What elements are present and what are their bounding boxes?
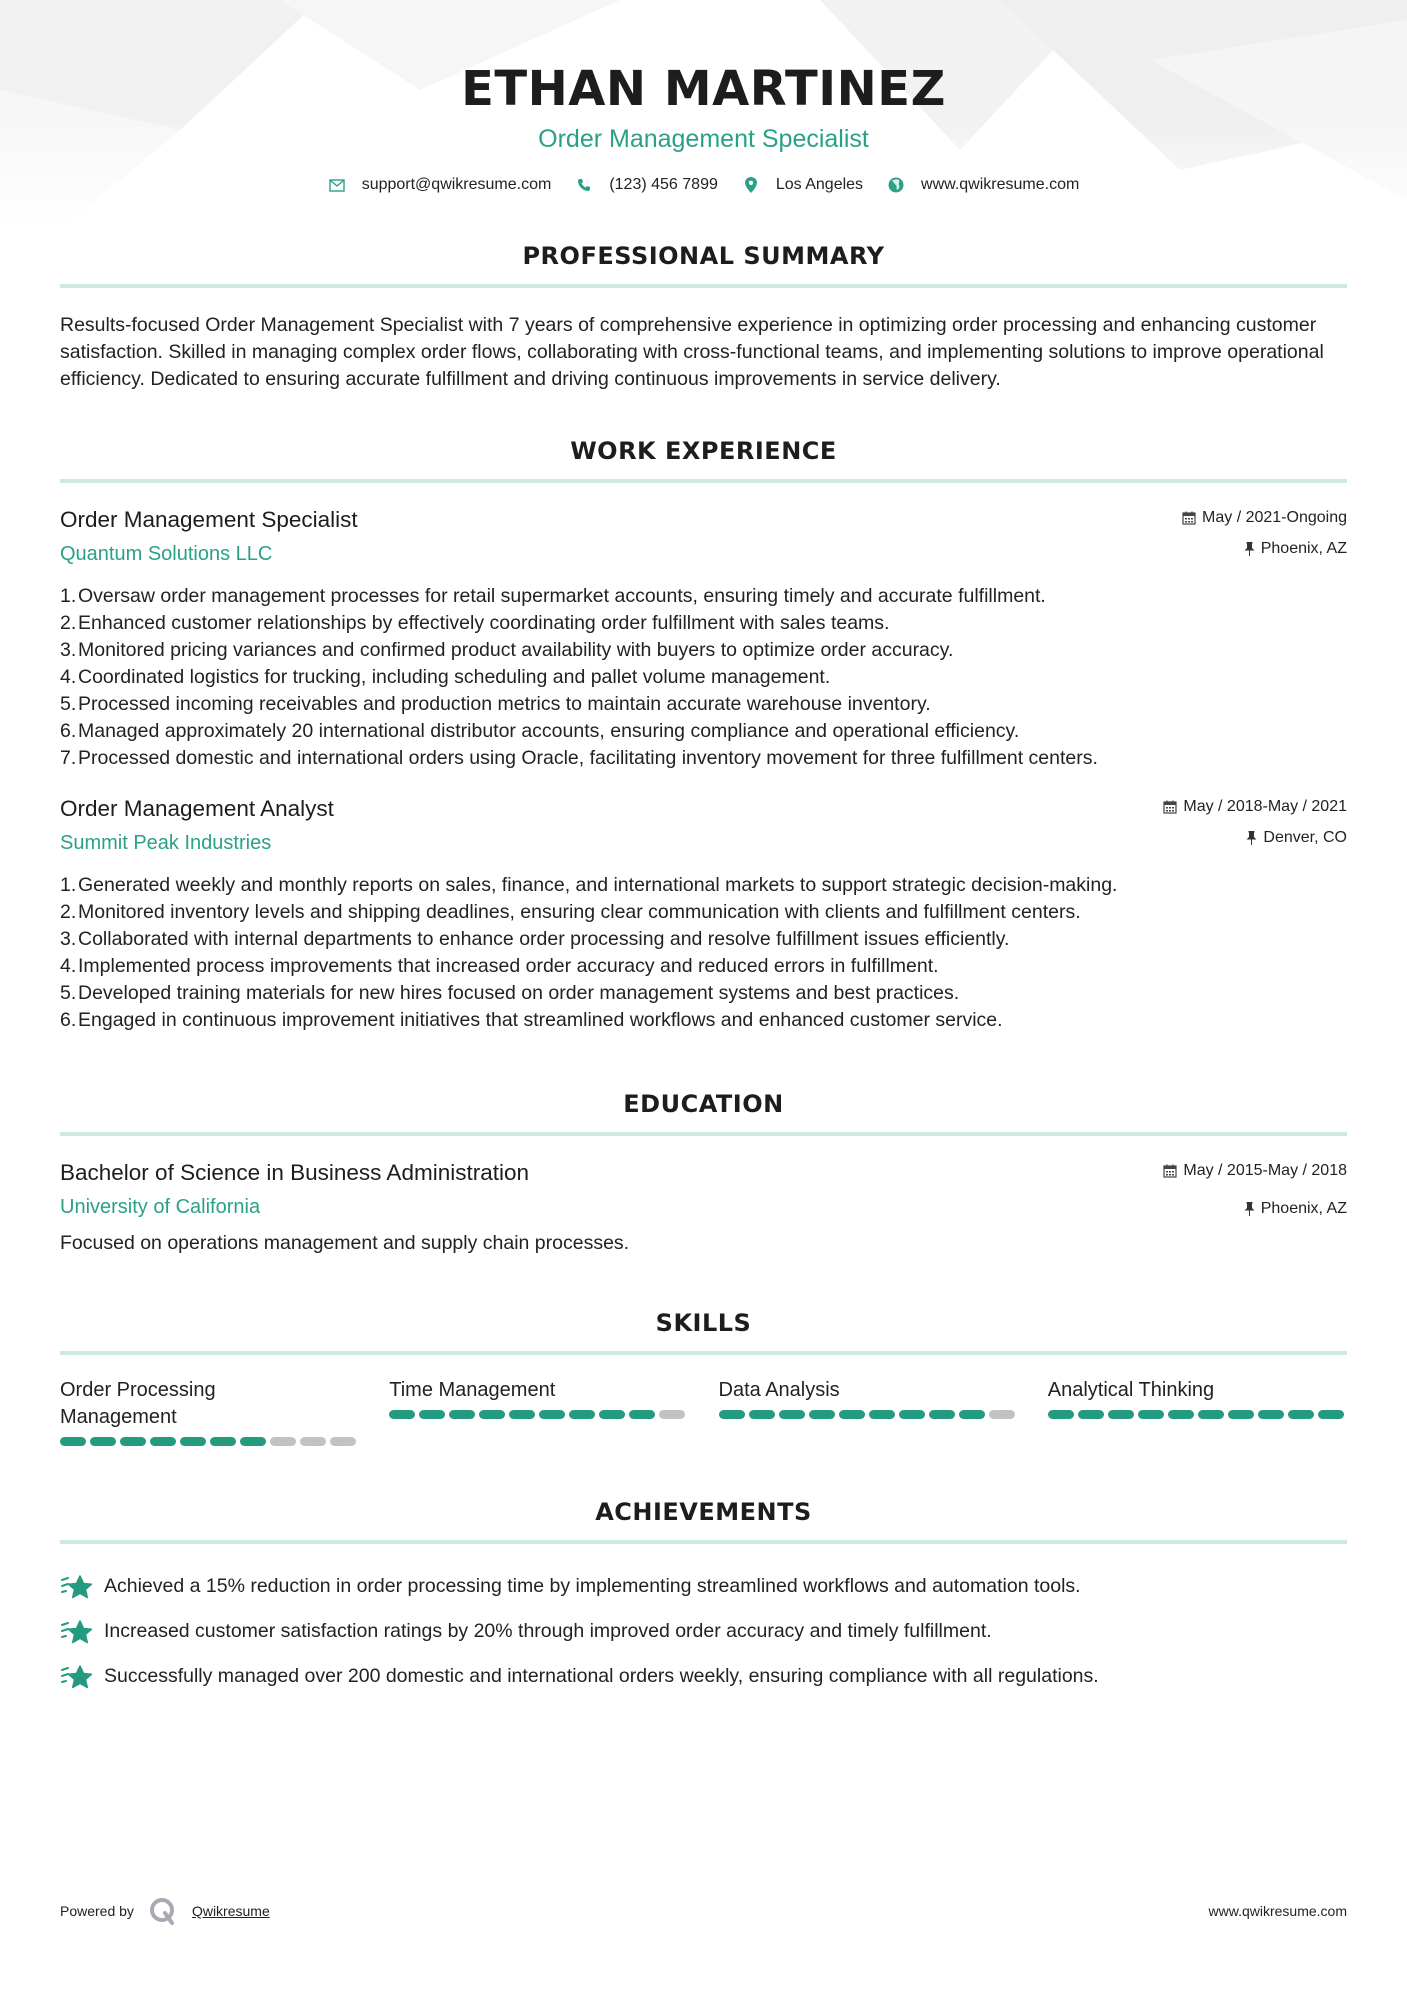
bullet-item: 5. Processed incoming receivables and production metrics to maintain accurate warehouse inventory.	[60, 693, 931, 715]
contact-email[interactable]	[328, 176, 552, 194]
job-location: Denver, CO	[1163, 825, 1347, 851]
bullet-item: 7. Processed domestic and international orders using Oracle, facilitating inventory movement for three fulfillment centers.	[60, 747, 1098, 769]
skill-item	[60, 1377, 359, 1446]
page-footer	[60, 1896, 1347, 1926]
bullet-item: 3. Collaborated with internal departments to enhance order processing and resolve fulfillment issues efficiently.	[60, 928, 1010, 950]
summary-section	[60, 242, 1347, 393]
degree-title: Bachelor of Science in Business Administration	[60, 1160, 529, 1185]
pushpin-icon	[1244, 1202, 1255, 1216]
skill-level-segment	[449, 1410, 475, 1419]
skill-level-segment	[869, 1410, 895, 1419]
contact-phone[interactable]	[575, 176, 718, 194]
job-location: Phoenix, AZ	[1182, 536, 1347, 562]
job-dates: May / 2021-Ongoing	[1182, 505, 1347, 531]
globe-icon	[887, 176, 905, 194]
skill-level-segment	[1108, 1410, 1134, 1419]
skill-level-bar	[1048, 1410, 1347, 1419]
section-divider	[60, 1540, 1347, 1544]
shooting-star-icon	[60, 1573, 94, 1601]
skill-level-segment	[210, 1437, 236, 1446]
job-dates: May / 2018-May / 2021	[1163, 794, 1347, 820]
skill-level-bar	[389, 1410, 688, 1419]
job-entry	[60, 794, 1347, 1034]
education-section	[60, 1090, 1347, 1257]
mail-icon	[328, 176, 346, 194]
section-title-skills: SKILLS	[655, 1309, 752, 1337]
calendar-icon	[1182, 511, 1196, 525]
bullet-item: 4. Implemented process improvements that increased order accuracy and reduced errors in fulfillment.	[60, 955, 939, 977]
contact-website-text: www.qwikresume.com	[921, 176, 1080, 193]
skill-level-segment	[240, 1437, 266, 1446]
shooting-star-icon	[60, 1618, 94, 1646]
skill-level-bar	[60, 1437, 359, 1446]
pushpin-icon	[1244, 542, 1255, 556]
pushpin-icon	[1246, 831, 1257, 845]
skill-level-segment	[150, 1437, 176, 1446]
contact-phone-text: (123) 456 7899	[609, 176, 718, 193]
location-pin-icon	[742, 176, 760, 194]
bullet-item: 2. Enhanced customer relationships by effectively coordinating order fulfillment with sales teams.	[60, 612, 890, 634]
skill-level-segment	[1228, 1410, 1254, 1419]
skill-level-segment	[539, 1410, 565, 1419]
skill-level-segment	[1198, 1410, 1224, 1419]
powered-by: Powered by Qwikresume	[60, 1896, 270, 1926]
skill-level-segment	[719, 1410, 745, 1419]
skill-level-segment	[959, 1410, 985, 1419]
skill-level-segment	[929, 1410, 955, 1419]
skill-level-segment	[1288, 1410, 1314, 1419]
job-title: Order Management Analyst	[60, 796, 334, 821]
skill-name: Order Processing Management	[60, 1379, 216, 1428]
candidate-name: ETHAN MARTINEZ	[461, 61, 946, 117]
bullet-item: 4. Coordinated logistics for trucking, including scheduling and pallet volume management.	[60, 666, 831, 688]
skill-level-bar	[719, 1410, 1018, 1419]
job-title: Order Management Specialist	[60, 507, 358, 532]
skill-level-segment	[300, 1437, 326, 1446]
candidate-role: Order Management Specialist	[538, 125, 869, 153]
education-location: Phoenix, AZ	[1163, 1196, 1347, 1222]
skill-level-segment	[599, 1410, 625, 1419]
job-entry	[60, 505, 1347, 772]
bullet-item: 6. Engaged in continuous improvement initiatives that streamlined workflows and enhanced customer service.	[60, 1009, 1003, 1031]
skills-list	[60, 1377, 1347, 1446]
company-name: Quantum Solutions LLC	[60, 543, 273, 565]
skill-item	[719, 1377, 1018, 1446]
skill-level-segment	[1318, 1410, 1344, 1419]
skill-item	[389, 1377, 688, 1446]
bullet-item: 1. Generated weekly and monthly reports on sales, finance, and international markets to support strategic decision-making.	[60, 874, 1118, 896]
skill-name: Analytical Thinking	[1047, 1379, 1215, 1401]
skill-level-segment	[479, 1410, 505, 1419]
qwikresume-logo-icon	[148, 1896, 178, 1926]
shooting-star-icon	[60, 1663, 94, 1691]
skill-level-segment	[419, 1410, 445, 1419]
contact-website[interactable]	[887, 176, 1079, 194]
education-dates: May / 2015-May / 2018	[1163, 1158, 1347, 1184]
section-title-summary: PROFESSIONAL SUMMARY	[522, 242, 885, 270]
education-description: Focused on operations management and supply chain processes.	[60, 1232, 630, 1254]
section-divider	[60, 1351, 1347, 1355]
skill-level-segment	[389, 1410, 415, 1419]
bullet-item: 3. Monitored pricing variances and confirmed product availability with buyers to optimize order accuracy.	[60, 639, 954, 661]
achievement-item: Achieved a 15% reduction in order processing time by implementing streamlined workflows and automation tools.	[60, 1564, 1347, 1609]
achievement-item: Increased customer satisfaction ratings by 20% through improved order accuracy and timely fulfillment.	[60, 1609, 1347, 1654]
skill-item	[1048, 1377, 1347, 1446]
calendar-icon	[1163, 1164, 1177, 1178]
achievement-item: Successfully managed over 200 domestic and international orders weekly, ensuring compliance with all regulations.	[60, 1654, 1347, 1699]
section-title-experience: WORK EXPERIENCE	[570, 437, 837, 465]
skill-level-segment	[629, 1410, 655, 1419]
skill-level-segment	[1258, 1410, 1284, 1419]
skill-level-segment	[839, 1410, 865, 1419]
skill-level-segment	[1078, 1410, 1104, 1419]
footer-url[interactable]: www.qwikresume.com	[1208, 1903, 1347, 1919]
skill-level-segment	[330, 1437, 356, 1446]
section-divider	[60, 1132, 1347, 1136]
skill-level-segment	[1168, 1410, 1194, 1419]
bullet-item: 2. Monitored inventory levels and shipping deadlines, ensuring clear communication with clients and fulfillment centers.	[60, 901, 1081, 923]
job-bullets	[60, 583, 1347, 772]
skill-level-segment	[509, 1410, 535, 1419]
skill-level-segment	[899, 1410, 925, 1419]
skill-name: Time Management	[389, 1379, 556, 1401]
skills-section	[60, 1309, 1347, 1446]
skill-level-segment	[989, 1410, 1015, 1419]
resume-header	[60, 0, 1347, 194]
skill-level-segment	[809, 1410, 835, 1419]
skill-level-segment	[1138, 1410, 1164, 1419]
achievements-list	[60, 1564, 1347, 1699]
contact-bar	[60, 176, 1347, 194]
bullet-item: 5. Developed training materials for new hires focused on order management systems and best practices.	[60, 982, 960, 1004]
contact-email-text: support@qwikresume.com	[361, 176, 552, 193]
phone-icon	[575, 176, 593, 194]
skill-level-segment	[569, 1410, 595, 1419]
skill-level-segment	[779, 1410, 805, 1419]
skill-level-segment	[90, 1437, 116, 1446]
school-name: University of California	[60, 1196, 261, 1218]
skill-level-segment	[180, 1437, 206, 1446]
contact-location-text: Los Angeles	[775, 176, 864, 193]
experience-section	[60, 437, 1347, 1034]
skill-level-segment	[60, 1437, 86, 1446]
section-divider	[60, 479, 1347, 483]
skill-level-segment	[1048, 1410, 1074, 1419]
section-title-achievements: ACHIEVEMENTS	[595, 1498, 812, 1526]
skill-level-segment	[749, 1410, 775, 1419]
skill-level-segment	[120, 1437, 146, 1446]
skill-level-segment	[270, 1437, 296, 1446]
section-title-education: EDUCATION	[623, 1090, 784, 1118]
summary-text: Results-focused Order Management Specialist with 7 years of comprehensive experience in optimizing order processing and enhancing customer satisfaction. Skilled in managing complex order flows, collaborating with cross-functional teams, and implementing solutions to improve operational efficiency. Dedicated to ensuring accurate fulfillment and driving continuous improvements in service delivery.	[60, 314, 1324, 390]
achievements-section	[60, 1498, 1347, 1699]
education-entry	[60, 1158, 1347, 1257]
contact-location	[742, 176, 863, 194]
job-bullets	[60, 872, 1347, 1034]
section-divider	[60, 284, 1347, 288]
bullet-item: 1. Oversaw order management processes for retail supermarket accounts, ensuring timely and accurate fulfillment.	[60, 585, 1046, 607]
qwikresume-link[interactable]: Qwikresume	[191, 1903, 270, 1919]
skill-name: Data Analysis	[718, 1379, 840, 1401]
company-name: Summit Peak Industries	[60, 832, 272, 854]
skill-level-segment	[659, 1410, 685, 1419]
calendar-icon	[1163, 800, 1177, 814]
bullet-item: 6. Managed approximately 20 international distributor accounts, ensuring compliance and operational efficiency.	[60, 720, 1020, 742]
